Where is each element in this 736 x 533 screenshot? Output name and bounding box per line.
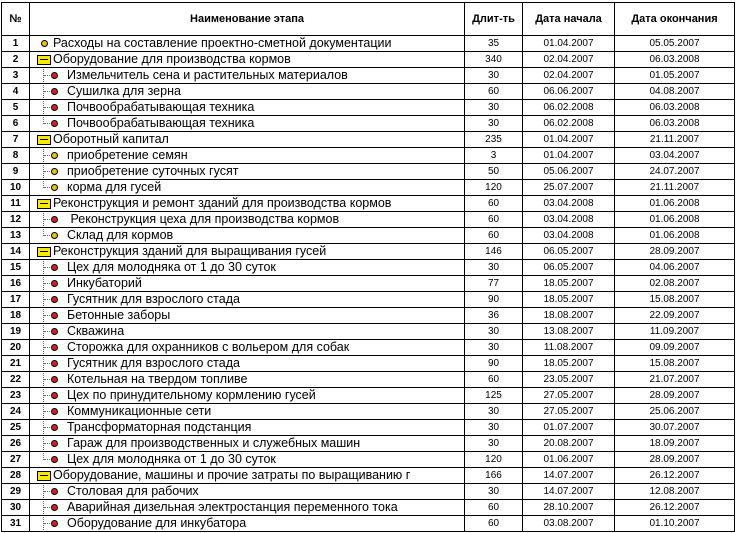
table-row[interactable]: [2, 292, 735, 308]
start-date-cell: 02.04.2007: [523, 52, 615, 68]
row-number: 20: [2, 340, 30, 356]
stage-name: Цех для молодняка от 1 до 30 суток: [67, 452, 276, 466]
row-number: 5: [2, 100, 30, 116]
table-row[interactable]: [2, 388, 735, 404]
duration-cell: 235: [465, 132, 523, 148]
stage-name-cell[interactable]: [30, 100, 465, 116]
stage-name: Гусятник для взрослого стада: [67, 292, 240, 306]
stage-name: Цех по принудительному кормлению гусей: [67, 388, 316, 402]
row-number: 3: [2, 68, 30, 84]
stage-name: Оборотный капитал: [53, 132, 169, 146]
start-date-cell: 25.07.2007: [523, 180, 615, 196]
row-number: 13: [2, 228, 30, 244]
end-date-cell: 28.09.2007: [615, 388, 735, 404]
end-date-cell: 01.06.2008: [615, 196, 735, 212]
start-date-cell: 13.08.2007: [523, 324, 615, 340]
table-row[interactable]: [2, 436, 735, 452]
table-row[interactable]: [2, 100, 735, 116]
table-row[interactable]: [2, 180, 735, 196]
start-date-cell: 23.05.2007: [523, 372, 615, 388]
stage-name-cell[interactable]: [30, 228, 465, 244]
stage-name: Реконструкция и ремонт зданий для производства кормов: [53, 196, 392, 210]
row-number: 8: [2, 148, 30, 164]
table-row[interactable]: [2, 308, 735, 324]
stage-name: Реконструкция цеха для производства кормов: [67, 212, 340, 226]
stage-name: Оборудование, машины и прочие затраты по выращиванию г: [53, 468, 411, 482]
row-number: 29: [2, 484, 30, 500]
table-row[interactable]: [2, 420, 735, 436]
red-task-icon: [51, 440, 58, 447]
end-date-cell: 02.08.2007: [615, 276, 735, 292]
stage-name-cell[interactable]: [30, 260, 465, 276]
duration-cell: 90: [465, 292, 523, 308]
stage-name-cell[interactable]: [30, 36, 465, 52]
start-date-cell: 02.04.2007: [523, 68, 615, 84]
row-number: 31: [2, 516, 30, 532]
stage-name: Измельчитель сена и растительных материалов: [67, 68, 348, 82]
end-date-cell: 01.05.2007: [615, 68, 735, 84]
row-number: 22: [2, 372, 30, 388]
stage-name: Котельная на твердом топливе: [67, 372, 248, 386]
end-date-cell: 06.03.2008: [615, 116, 735, 132]
end-date-cell: 11.09.2007: [615, 324, 735, 340]
stage-name: Гараж для производственных и служебных машин: [67, 436, 361, 450]
end-date-cell: 21.11.2007: [615, 180, 735, 196]
row-number: 23: [2, 388, 30, 404]
end-date-cell: 04.08.2007: [615, 84, 735, 100]
stage-name: Аварийная дизельная электростанция переменного тока: [67, 500, 398, 514]
red-task-icon: [51, 392, 58, 399]
table-body: [2, 36, 735, 532]
start-date-cell: 03.08.2007: [523, 516, 615, 532]
red-task-icon: [51, 280, 58, 287]
table-row[interactable]: [2, 340, 735, 356]
folder-icon[interactable]: [37, 135, 51, 145]
duration-cell: 77: [465, 276, 523, 292]
table-row[interactable]: [2, 260, 735, 276]
table-row[interactable]: [2, 404, 735, 420]
end-date-cell: 24.07.2007: [615, 164, 735, 180]
yellow-task-icon: [41, 40, 48, 47]
stage-name-cell[interactable]: [30, 468, 465, 484]
start-date-cell: 01.07.2007: [523, 420, 615, 436]
start-date-cell: 01.04.2007: [523, 132, 615, 148]
table-row[interactable]: [2, 68, 735, 84]
duration-cell: 30: [465, 260, 523, 276]
table-row[interactable]: [2, 148, 735, 164]
end-date-cell: 09.09.2007: [615, 340, 735, 356]
table-row[interactable]: [2, 324, 735, 340]
red-task-icon: [51, 424, 58, 431]
end-date-cell: 06.03.2008: [615, 52, 735, 68]
red-task-icon: [51, 328, 58, 335]
stage-name: Склад для кормов: [67, 228, 174, 242]
table-row[interactable]: [2, 164, 735, 180]
duration-cell: 30: [465, 404, 523, 420]
table-row[interactable]: [2, 52, 735, 68]
table-row[interactable]: [2, 468, 735, 484]
stage-name-cell[interactable]: [30, 180, 465, 196]
stage-name-cell[interactable]: [30, 452, 465, 468]
start-date-cell: 03.04.2008: [523, 196, 615, 212]
stage-name: Почвообрабатывающая техника: [67, 116, 255, 130]
start-date-cell: 14.07.2007: [523, 484, 615, 500]
table-row[interactable]: [2, 196, 735, 212]
red-task-icon: [51, 216, 58, 223]
duration-cell: 60: [465, 196, 523, 212]
folder-icon[interactable]: [37, 55, 51, 65]
stage-name-cell[interactable]: [30, 388, 465, 404]
red-task-icon: [51, 456, 58, 463]
stage-name: Сторожка для охранников с вольером для собак: [67, 340, 350, 354]
table-row[interactable]: [2, 228, 735, 244]
row-number: 6: [2, 116, 30, 132]
end-date-cell: 21.11.2007: [615, 132, 735, 148]
row-number: 30: [2, 500, 30, 516]
table-row[interactable]: [2, 372, 735, 388]
duration-cell: 125: [465, 388, 523, 404]
stage-name-cell[interactable]: [30, 132, 465, 148]
start-date-cell: 18.08.2007: [523, 308, 615, 324]
row-number: 9: [2, 164, 30, 180]
col-header-end-date[interactable]: Дата окончания: [615, 3, 735, 36]
stage-name-cell[interactable]: [30, 420, 465, 436]
red-task-icon: [51, 360, 58, 367]
table-row[interactable]: [2, 244, 735, 260]
red-task-icon: [51, 504, 58, 511]
red-task-icon: [51, 520, 58, 527]
yellow-task-icon: [51, 152, 58, 159]
row-number: 21: [2, 356, 30, 372]
red-task-icon: [51, 376, 58, 383]
start-date-cell: 03.04.2008: [523, 212, 615, 228]
stage-name: Трансформаторная подстанция: [67, 420, 252, 434]
duration-cell: 60: [465, 372, 523, 388]
end-date-cell: 15.08.2007: [615, 292, 735, 308]
start-date-cell: 14.07.2007: [523, 468, 615, 484]
row-number: 4: [2, 84, 30, 100]
table-row[interactable]: [2, 212, 735, 228]
stage-name-cell[interactable]: [30, 308, 465, 324]
folder-icon[interactable]: [37, 247, 51, 257]
duration-cell: 30: [465, 324, 523, 340]
row-number: 1: [2, 36, 30, 52]
yellow-task-icon: [51, 168, 58, 175]
end-date-cell: 15.08.2007: [615, 356, 735, 372]
red-task-icon: [51, 104, 58, 111]
end-date-cell: 18.09.2007: [615, 436, 735, 452]
stage-name-cell[interactable]: [30, 292, 465, 308]
duration-cell: 30: [465, 100, 523, 116]
duration-cell: 60: [465, 500, 523, 516]
table-row[interactable]: [2, 484, 735, 500]
stage-name: Гусятник для взрослого стада: [67, 356, 240, 370]
stage-name-cell[interactable]: [30, 340, 465, 356]
end-date-cell: 28.09.2007: [615, 452, 735, 468]
stage-name: Инкубаторий: [67, 276, 142, 290]
table-row[interactable]: [2, 36, 735, 52]
table-row[interactable]: [2, 516, 735, 532]
yellow-task-icon: [51, 184, 58, 191]
table-row[interactable]: [2, 132, 735, 148]
table-row[interactable]: [2, 452, 735, 468]
row-number: 19: [2, 324, 30, 340]
duration-cell: 30: [465, 340, 523, 356]
duration-cell: 3: [465, 148, 523, 164]
start-date-cell: 01.06.2007: [523, 452, 615, 468]
table-row[interactable]: [2, 356, 735, 372]
start-date-cell: 06.05.2007: [523, 244, 615, 260]
red-task-icon: [51, 264, 58, 271]
start-date-cell: 06.02.2008: [523, 116, 615, 132]
stages-table: [1, 2, 735, 532]
stage-name-cell[interactable]: [30, 196, 465, 212]
stage-name-cell[interactable]: [30, 516, 465, 532]
end-date-cell: 26.12.2007: [615, 468, 735, 484]
stage-name-cell[interactable]: [30, 436, 465, 452]
row-number: 26: [2, 436, 30, 452]
end-date-cell: 28.09.2007: [615, 244, 735, 260]
duration-cell: 166: [465, 468, 523, 484]
red-task-icon: [51, 488, 58, 495]
duration-cell: 30: [465, 68, 523, 84]
stage-name-cell[interactable]: [30, 356, 465, 372]
start-date-cell: 18.05.2007: [523, 292, 615, 308]
end-date-cell: 01.10.2007: [615, 516, 735, 532]
col-header-number[interactable]: №: [2, 3, 30, 36]
stage-name: приобретение семян: [67, 148, 188, 162]
row-number: 7: [2, 132, 30, 148]
stage-name-cell[interactable]: [30, 324, 465, 340]
stage-name-cell[interactable]: [30, 276, 465, 292]
end-date-cell: 26.12.2007: [615, 500, 735, 516]
end-date-cell: 06.03.2008: [615, 100, 735, 116]
duration-cell: 340: [465, 52, 523, 68]
row-number: 28: [2, 468, 30, 484]
start-date-cell: 05.06.2007: [523, 164, 615, 180]
row-number: 27: [2, 452, 30, 468]
stage-name-cell[interactable]: [30, 500, 465, 516]
start-date-cell: 06.02.2008: [523, 100, 615, 116]
start-date-cell: 27.05.2007: [523, 388, 615, 404]
duration-cell: 60: [465, 228, 523, 244]
stage-name-cell[interactable]: [30, 244, 465, 260]
stage-name: Столовая для рабочих: [67, 484, 199, 498]
stage-name: корма для гусей: [67, 180, 162, 194]
start-date-cell: 06.05.2007: [523, 260, 615, 276]
start-date-cell: 11.08.2007: [523, 340, 615, 356]
duration-cell: 60: [465, 84, 523, 100]
duration-cell: 50: [465, 164, 523, 180]
stage-name-cell[interactable]: [30, 148, 465, 164]
duration-cell: 60: [465, 212, 523, 228]
duration-cell: 30: [465, 116, 523, 132]
stage-name: Цех для молодняка от 1 до 30 суток: [67, 260, 276, 274]
end-date-cell: 30.07.2007: [615, 420, 735, 436]
col-header-start-date[interactable]: Дата начала: [523, 3, 615, 36]
row-number: 14: [2, 244, 30, 260]
stage-name-cell[interactable]: [30, 372, 465, 388]
red-task-icon: [51, 344, 58, 351]
end-date-cell: 25.06.2007: [615, 404, 735, 420]
row-number: 15: [2, 260, 30, 276]
start-date-cell: 20.08.2007: [523, 436, 615, 452]
start-date-cell: 03.04.2008: [523, 228, 615, 244]
yellow-task-icon: [51, 232, 58, 239]
duration-cell: 120: [465, 180, 523, 196]
stage-name-cell[interactable]: [30, 52, 465, 68]
row-number: 17: [2, 292, 30, 308]
start-date-cell: 27.05.2007: [523, 404, 615, 420]
row-number: 16: [2, 276, 30, 292]
header-row: [2, 3, 735, 36]
end-date-cell: 01.06.2008: [615, 228, 735, 244]
stage-name-cell[interactable]: [30, 212, 465, 228]
end-date-cell: 04.06.2007: [615, 260, 735, 276]
start-date-cell: 18.05.2007: [523, 276, 615, 292]
row-number: 2: [2, 52, 30, 68]
duration-cell: 35: [465, 36, 523, 52]
row-number: 11: [2, 196, 30, 212]
red-task-icon: [51, 408, 58, 415]
row-number: 12: [2, 212, 30, 228]
table-row[interactable]: [2, 84, 735, 100]
end-date-cell: 21.07.2007: [615, 372, 735, 388]
duration-cell: 146: [465, 244, 523, 260]
duration-cell: 30: [465, 484, 523, 500]
duration-cell: 90: [465, 356, 523, 372]
start-date-cell: 01.04.2007: [523, 148, 615, 164]
row-number: 24: [2, 404, 30, 420]
folder-icon[interactable]: [37, 471, 51, 481]
stage-name-cell[interactable]: [30, 116, 465, 132]
stage-name: Скважина: [67, 324, 125, 338]
stage-name: Почвообрабатывающая техника: [67, 100, 255, 114]
stage-name: Оборудование для инкубатора: [67, 516, 247, 530]
end-date-cell: 01.06.2008: [615, 212, 735, 228]
end-date-cell: 12.08.2007: [615, 484, 735, 500]
table-row[interactable]: [2, 500, 735, 516]
col-header-duration[interactable]: Длит-ть: [465, 3, 523, 36]
stage-name: Сушилка для зерна: [67, 84, 181, 98]
red-task-icon: [51, 120, 58, 127]
red-task-icon: [51, 312, 58, 319]
table-row[interactable]: [2, 116, 735, 132]
red-task-icon: [51, 72, 58, 79]
end-date-cell: 22.09.2007: [615, 308, 735, 324]
row-number: 10: [2, 180, 30, 196]
row-number: 18: [2, 308, 30, 324]
duration-cell: 30: [465, 420, 523, 436]
stage-name: Бетонные заборы: [67, 308, 171, 322]
stage-name: Коммуникационные сети: [67, 404, 212, 418]
duration-cell: 30: [465, 436, 523, 452]
stage-name: Расходы на составление проектно-сметной документации: [53, 36, 392, 50]
start-date-cell: 28.10.2007: [523, 500, 615, 516]
red-task-icon: [51, 296, 58, 303]
duration-cell: 36: [465, 308, 523, 324]
stage-name: Реконструкция зданий для выращивания гусей: [53, 244, 327, 258]
stage-name-cell[interactable]: [30, 404, 465, 420]
stage-name-cell[interactable]: [30, 484, 465, 500]
start-date-cell: 06.06.2007: [523, 84, 615, 100]
stage-name-cell[interactable]: [30, 164, 465, 180]
duration-cell: 120: [465, 452, 523, 468]
end-date-cell: 03.04.2007: [615, 148, 735, 164]
col-header-stage-name[interactable]: Наименование этапа: [30, 3, 465, 36]
row-number: 25: [2, 420, 30, 436]
duration-cell: 60: [465, 516, 523, 532]
table-row[interactable]: [2, 276, 735, 292]
stage-name: приобретение суточных гусят: [67, 164, 239, 178]
end-date-cell: 05.05.2007: [615, 36, 735, 52]
start-date-cell: 01.04.2007: [523, 36, 615, 52]
red-task-icon: [51, 88, 58, 95]
stage-name: Оборудование для производства кормов: [53, 52, 291, 66]
stage-name-cell[interactable]: [30, 84, 465, 100]
folder-icon[interactable]: [37, 199, 51, 209]
start-date-cell: 18.05.2007: [523, 356, 615, 372]
stage-name-cell[interactable]: [30, 68, 465, 84]
